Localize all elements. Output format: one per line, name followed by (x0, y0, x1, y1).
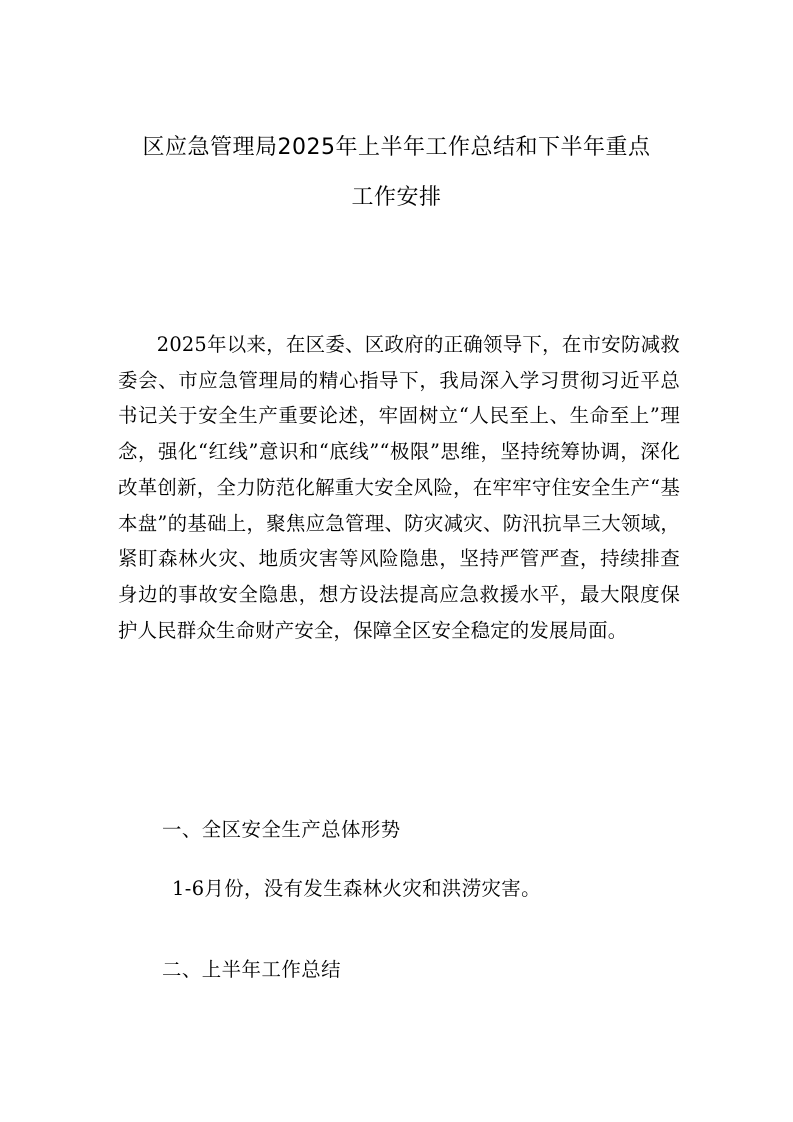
section-heading-1: 一、全区安全生产总体形势 (162, 818, 401, 841)
document-title-line-1: 区应急管理局2025年上半年工作总结和下半年重点 (142, 135, 651, 160)
intro-paragraph: 2025年以来，在区委、区政府的正确领导下，在市安防减救委会、市应急管理局的精心指导下，我局深入学习贯彻习近平总书记关于安全生产重要论述，牢固树立“人民至上、生命至上”理念，强化“红线”意识和“底线”“极限”思维，坚持统筹协调，深化改革创新，全力防范化解重大安全风险，在牢牢守住安全生产“基本盘”的基础上，聚焦应急管理、防灾减灾、防汛抗旱三大领域，紧盯森林火灾、地质灾害等风险隐患，坚持严管严查，持续排查身边的事故安全隐患，想方设法提高应急救援水平，最大限度保护人民群众生命财产安全，保障全区安全稳定的发展局面。 (118, 333, 680, 642)
section-heading-2: 二、上半年工作总结 (162, 958, 342, 981)
document-title-line-2: 工作安排 (351, 185, 442, 210)
section-1-text: 1-6月份，没有发生森林火灾和洪涝灾害。 (172, 877, 541, 900)
